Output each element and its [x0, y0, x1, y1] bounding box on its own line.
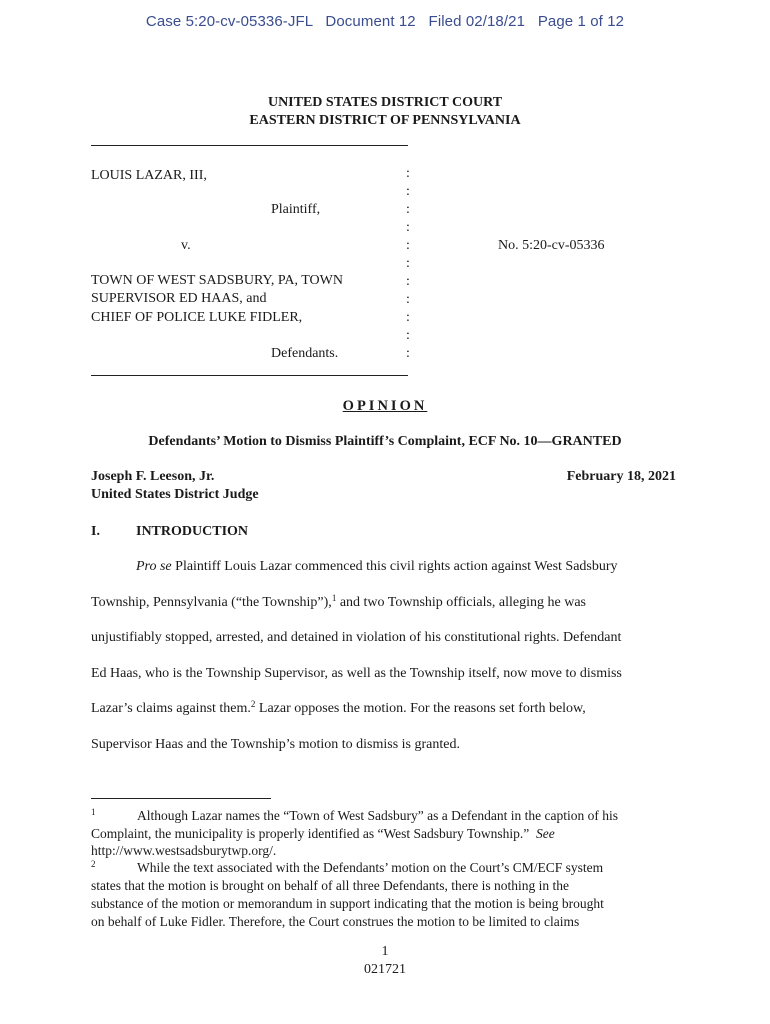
- footnote-2-line-4: on behalf of Luke Fidler. Therefore, the Court construes the motion to be limited to claims: [91, 914, 580, 929]
- body-line-2: [91, 595, 586, 611]
- caption-colon: :: [406, 238, 410, 253]
- case-number: No. 5:20-cv-05336: [498, 238, 605, 253]
- footnote-text: Complaint, the municipality is properly identified as “West Sadsbury Township.”: [91, 826, 537, 841]
- opinion-title: OPINION: [342, 398, 428, 414]
- footnote-ref-2[interactable]: 2: [250, 699, 256, 709]
- filing-stamp: Case 5:20-cv-05336-JFL Document 12 Filed 02/18/21 Page 1 of 12: [145, 13, 625, 30]
- court-name: UNITED STATES DISTRICT COURT: [267, 95, 503, 110]
- section-number: I.: [91, 524, 100, 539]
- caption-colon: :: [406, 220, 410, 235]
- defendant-line-1: TOWN OF WEST SADSBURY, PA, TOWN: [91, 273, 343, 288]
- footnote-1-line-1: [91, 808, 618, 824]
- caption-colon: :: [406, 274, 410, 289]
- judge-name: Joseph F. Leeson, Jr.: [91, 469, 215, 484]
- caption-bottom-rule: [91, 375, 408, 376]
- footnote-2-line-2: states that the motion is brought on behalf of all three Defendants, there is nothing in the: [91, 878, 570, 893]
- document-code: 021721: [364, 962, 406, 977]
- footnote-text: While the text associated with the Defendants’ motion on the Court’s CM/ECF system: [137, 860, 604, 875]
- judge-title: United States District Judge: [91, 487, 259, 502]
- caption-colon: :: [406, 292, 410, 307]
- body-line-1: [136, 559, 618, 575]
- caption-colon: :: [406, 256, 410, 271]
- footnote-1-line-2: [91, 826, 555, 842]
- versus: v.: [181, 238, 191, 253]
- footnote-2-line-3: substance of the motion or memorandum in support indicating that the motion is being brought: [91, 896, 604, 911]
- caption-colon: :: [406, 166, 410, 181]
- pro-se-italic: Pro se: [136, 559, 172, 574]
- body-text: Lazar opposes the motion. For the reasons set forth below,: [255, 701, 586, 716]
- motion-line: Defendants’ Motion to Dismiss Plaintiff’s Complaint, ECF No. 10—GRANTED: [148, 434, 622, 449]
- see-italic: See: [536, 826, 555, 841]
- caption-top-rule: [91, 145, 408, 146]
- section-title: INTRODUCTION: [136, 524, 249, 539]
- footnote-2-mark: 2: [91, 859, 96, 869]
- footnote-ref-1[interactable]: 1: [331, 593, 337, 603]
- body-line-5: [91, 701, 586, 717]
- caption-colon: :: [406, 310, 410, 325]
- plaintiff-name: LOUIS LAZAR, III,: [91, 168, 207, 183]
- footnote-1-mark: 1: [91, 807, 96, 817]
- footnote-text: Although Lazar names the “Town of West Sadsbury” as a Defendant in the caption of his: [137, 808, 618, 823]
- body-line-3: unjustifiably stopped, arrested, and detained in violation of his constitutional rights. Defendant: [91, 630, 622, 645]
- caption-colon: :: [406, 202, 410, 217]
- body-text: and two Township officials, alleging he was: [336, 595, 586, 610]
- body-text: Plaintiff Louis Lazar commenced this civil rights action against West Sadsbury: [171, 559, 618, 574]
- opinion-date: February 18, 2021: [566, 469, 676, 484]
- defendant-line-3: CHIEF OF POLICE LUKE FIDLER,: [91, 310, 303, 325]
- footnote-separator: [91, 798, 271, 799]
- page-number: 1: [381, 944, 389, 959]
- body-text: Township, Pennsylvania (“the Township”),: [91, 595, 332, 610]
- caption-colon: :: [406, 328, 410, 343]
- plaintiff-label: Plaintiff,: [271, 202, 321, 217]
- footnote-1-link[interactable]: http://www.westsadsburytwp.org/.: [91, 843, 277, 858]
- defendant-line-2: SUPERVISOR ED HAAS, and: [91, 291, 267, 306]
- court-district: EASTERN DISTRICT OF PENNSYLVANIA: [249, 113, 521, 128]
- body-line-4: Ed Haas, who is the Township Supervisor, as well as the Township itself, now move to dismiss: [91, 666, 622, 681]
- footnote-2-line-1: [91, 860, 603, 876]
- defendant-label: Defendants.: [271, 346, 339, 361]
- body-text: Lazar’s claims against them.: [91, 701, 251, 716]
- body-line-6: Supervisor Haas and the Township’s motion to dismiss is granted.: [91, 737, 460, 752]
- caption-colon: :: [406, 346, 410, 361]
- caption-colon: :: [406, 184, 410, 199]
